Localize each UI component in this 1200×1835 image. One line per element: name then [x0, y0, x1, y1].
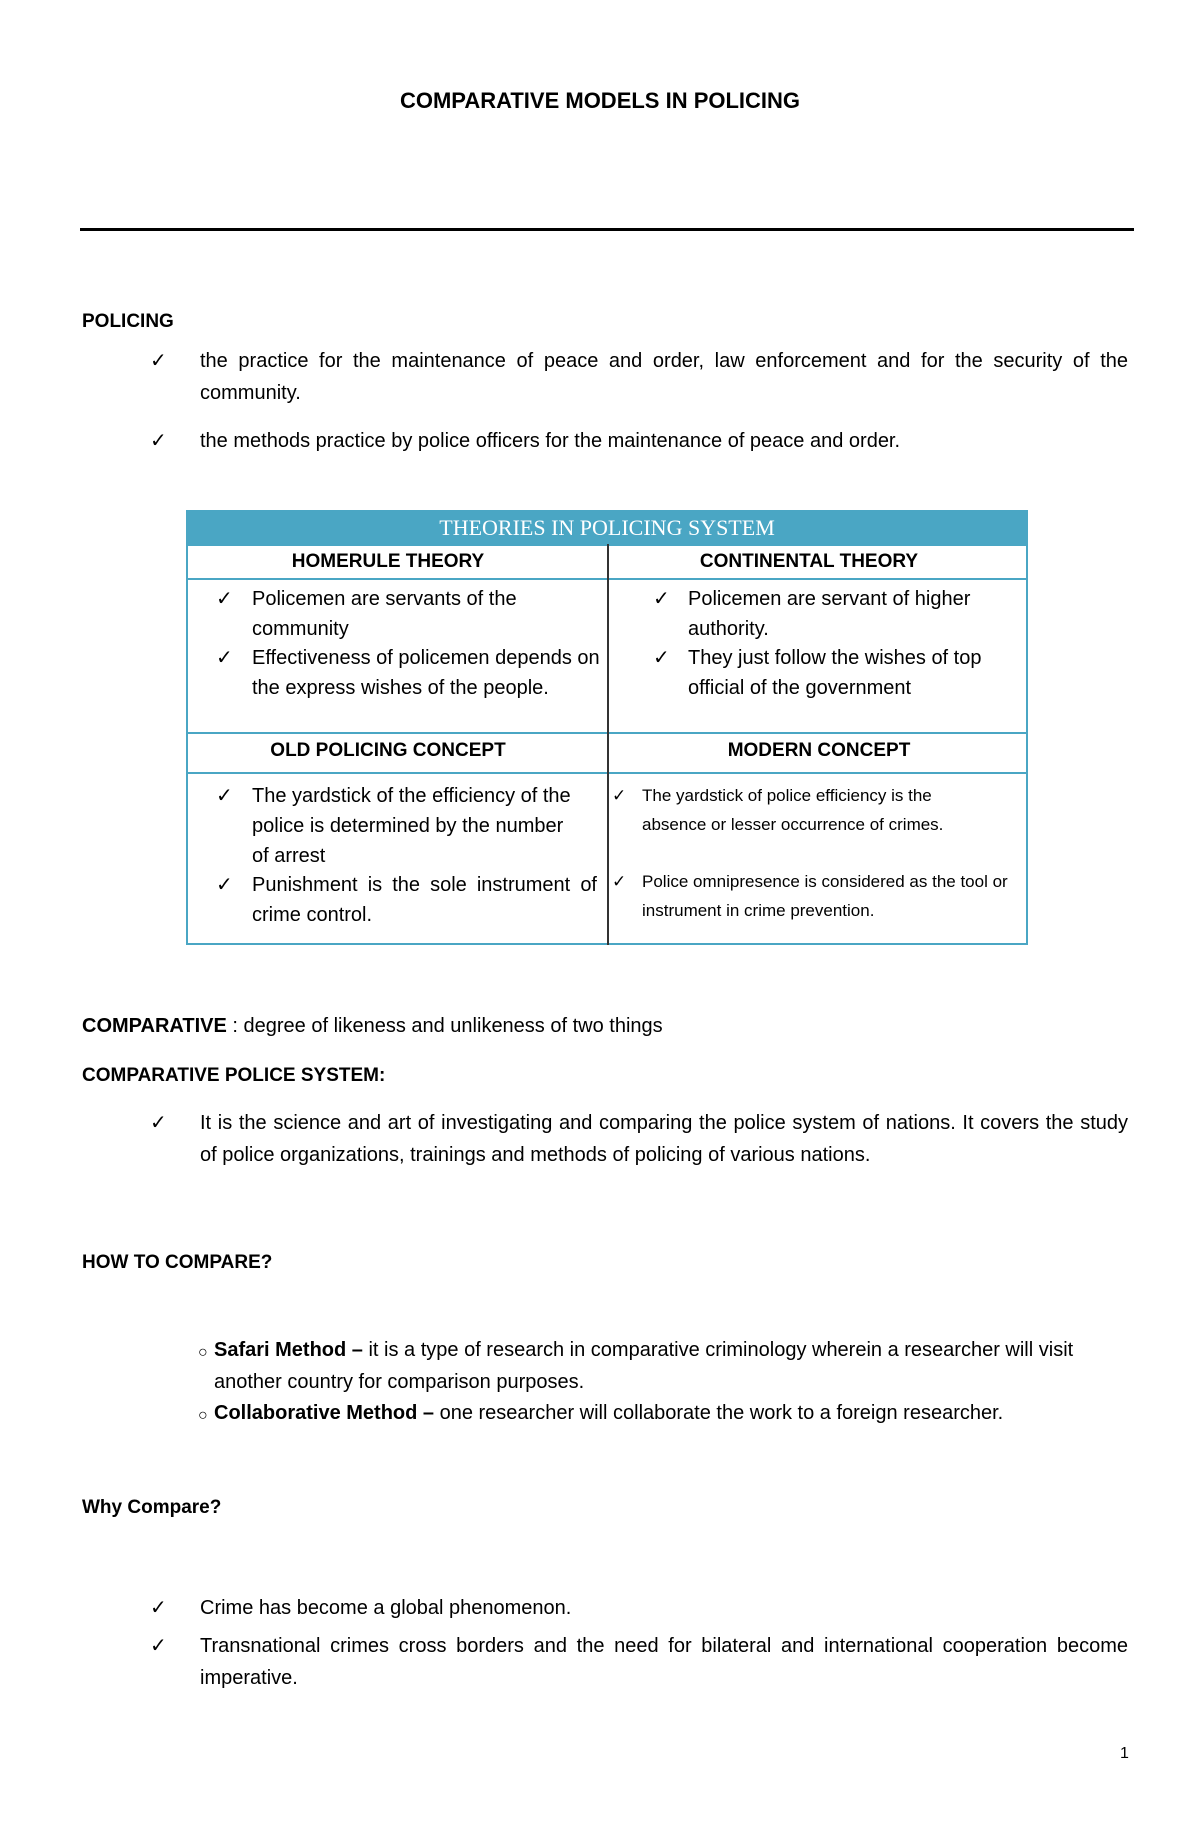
homerule-item-2: Effectiveness of policemen depends on the express wishes of the people. — [252, 647, 600, 699]
old-concept-item-2: Punishment is the sole instrument of crime control. — [252, 874, 597, 926]
cps-item: It is the science and art of investigating and comparing the police system of nations. It covers the study of police organizations, trainings and methods of policing of various nations. — [200, 1112, 1128, 1166]
checkmark-icon: ✓ — [216, 588, 233, 610]
comparative-term: COMPARATIVE — [82, 1015, 227, 1037]
old-concept-item-1: The yardstick of the efficiency of the police is determined by the number of arrest — [252, 785, 571, 867]
safari-method — [214, 1334, 1120, 1398]
checkmark-icon: ✓ — [216, 874, 233, 896]
checkmark-icon: ✓ — [150, 1597, 167, 1619]
collaborative-method-name: Collaborative Method – — [214, 1402, 435, 1424]
page-title: COMPARATIVE MODELS IN POLICING — [399, 88, 801, 113]
modern-concept-header: MODERN CONCEPT — [727, 740, 911, 761]
old-concept-header: OLD POLICING CONCEPT — [270, 740, 506, 761]
why-heading: Why Compare? — [82, 1497, 222, 1518]
table-title: THEORIES IN POLICING SYSTEM — [188, 512, 1026, 544]
continental-header: CONTINENTAL THEORY — [699, 551, 919, 572]
comparative-text: : degree of likeness and unlikeness of two things — [226, 1015, 663, 1037]
theories-table — [186, 510, 1028, 945]
title-divider — [80, 228, 1134, 231]
policing-item-1: the practice for the maintenance of peace and order, law enforcement and for the security of the community. — [200, 350, 1128, 404]
circle-bullet-icon: ○ — [198, 1344, 208, 1361]
why-item-2: Transnational crimes cross borders and the need for bilateral and international cooperation become imperative. — [200, 1635, 1128, 1689]
collaborative-method-desc: one researcher will collaborate the work to a foreign researcher. — [434, 1402, 1004, 1424]
policing-item-2: the methods practice by police officers for the maintenance of peace and order. — [200, 430, 901, 452]
cps-heading: COMPARATIVE POLICE SYSTEM: — [82, 1065, 386, 1086]
page-number: 1 — [1120, 1745, 1129, 1762]
checkmark-icon: ✓ — [150, 350, 167, 372]
checkmark-icon: ✓ — [216, 785, 233, 807]
continental-item-2: They just follow the wishes of top official of the government — [688, 647, 982, 699]
modern-concept-item-2: Police omnipresence is considered as the tool or instrument in crime prevention. — [642, 872, 1008, 920]
homerule-header: HOMERULE THEORY — [291, 551, 485, 572]
circle-bullet-icon: ○ — [198, 1407, 208, 1424]
modern-concept-item-1: The yardstick of police efficiency is the absence or lesser occurrence of crimes. — [642, 786, 944, 834]
homerule-item-1: Policemen are servants of the community — [252, 588, 517, 640]
continental-item-1: Policemen are servant of higher authority. — [688, 588, 971, 640]
collaborative-method — [214, 1397, 1120, 1429]
checkmark-icon: ✓ — [150, 1112, 167, 1134]
checkmark-icon: ✓ — [216, 647, 233, 669]
policing-heading: POLICING — [82, 311, 174, 332]
checkmark-icon: ✓ — [612, 786, 627, 805]
safari-method-desc: it is a type of research in comparative criminology wherein a researcher will visit another country for comparison purposes. — [214, 1339, 1074, 1393]
how-heading: HOW TO COMPARE? — [82, 1252, 273, 1273]
why-item-1: Crime has become a global phenomenon. — [200, 1597, 572, 1619]
comparative-definition — [82, 1010, 663, 1042]
checkmark-icon: ✓ — [612, 872, 627, 891]
checkmark-icon: ✓ — [653, 588, 670, 610]
checkmark-icon: ✓ — [653, 647, 670, 669]
checkmark-icon: ✓ — [150, 430, 167, 452]
checkmark-icon: ✓ — [150, 1635, 167, 1657]
safari-method-name: Safari Method – — [214, 1339, 363, 1361]
